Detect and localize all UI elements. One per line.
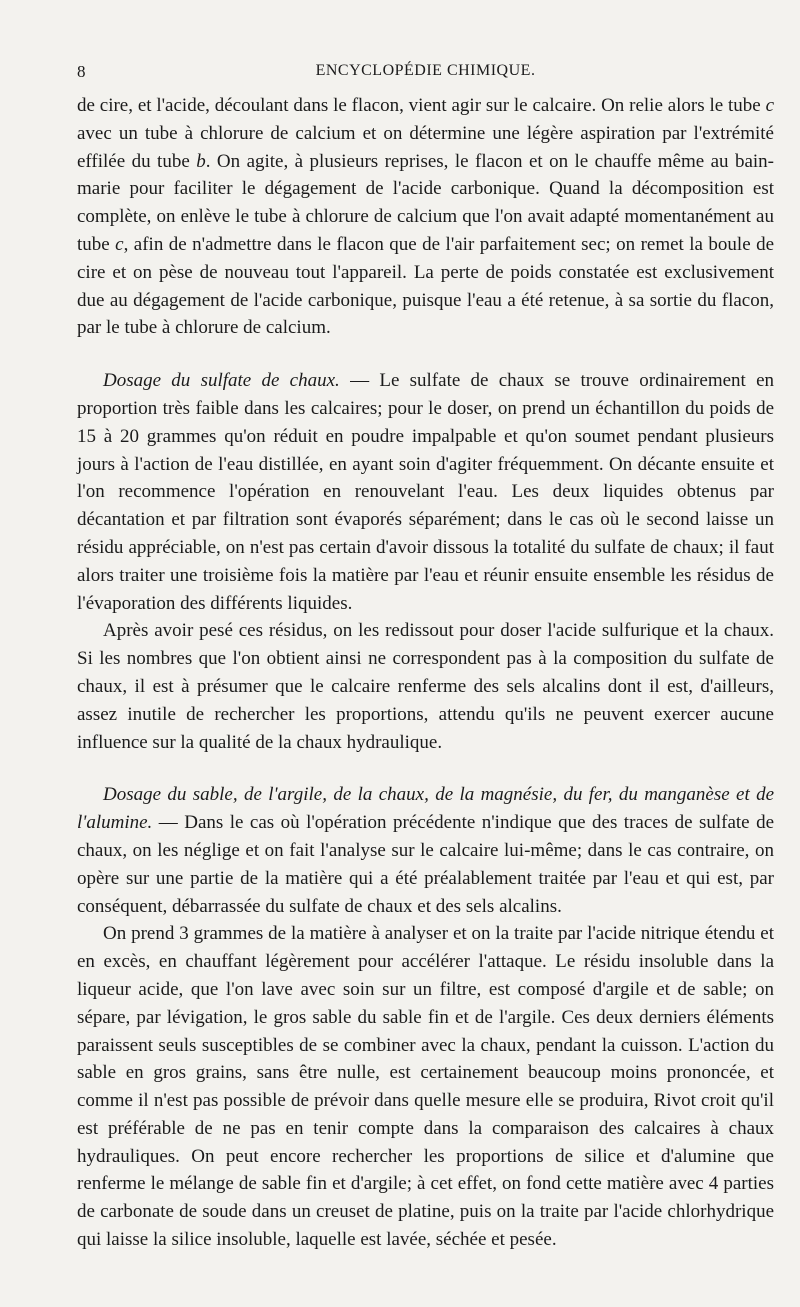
tube-c-label: c: [765, 95, 775, 116]
tube-c-label-2: c: [115, 233, 124, 255]
tube-b-label: b: [196, 150, 206, 172]
section-sable: Dosage du sable, de l'argile, de la chaux, de la magnésie, du fer, du manganèse et de l'alumine. — Dans le cas où l'opération précédente n'indique que des traces de sulfate de chaux, on les néglige et on fait l'analyse sur le calcaire lui-même; dans le cas contraire, on opère sur une partie de la matière qui a été préalablement traitée par l'eau et qui est, par conséquent, débarrassée du sulfate de chaux et des sels alcalins.: [77, 784, 775, 917]
section-heading-sable: Dosage du sable, de l'argile, de la chaux, de la magnésie, du fer, du manganèse et de l'alumine.: [77, 784, 775, 834]
paragraph-sulfate-2: Après avoir pesé ces résidus, on les redissout pour doser l'acide sulfurique et la chaux. Si les nombres que l'on obtient ainsi ne correspondent pas à la composition du sulfate de chaux, il est à présumer que le calcaire renferme des sels alcalins dont il est, d'ailleurs, assez inutile de rechercher les proportions, attendu qu'ils ne peuvent exercer aucune influence sur la qualité de la chaux hydraulique.: [77, 620, 774, 753]
page-header: [77, 52, 774, 92]
paragraph-sable-2: On prend 3 grammes de la matière à analyser et on la traite par l'acide nitrique étendu et en excès, en chauffant légèrement pour accélérer l'attaque. Le résidu insoluble dans la liqueur acide, que l'on lave avec soin sur un filtre, est composé d'argile et de sable; on sépare, par lévigation, le gros sable du sable fin et de l'argile. Ces deux derniers éléments paraissent seuls susceptibles de se combiner avec la chaux, pendant la cuisson. L'action du sable en gros grains, sans être nulle, est certainement beaucoup moins prononcée, et comme il n'est pas possible de prévoir dans quelle mesure elle se produira, Rivot croit qu'il est préférable de ne pas en tenir compte dans la comparaison des calcaires à chaux hydrauliques. On peut encore rechercher les proportions de silice et d'alumine que renferme le mélange de sable fin et d'argile; à cet effet, on fond cette matière avec 4 parties de carbonate de soude dans un creuset de platine, puis on la traite par l'acide chlorhydrique qui laisse la silice insoluble, laquelle est lavée, séchée et pesée.: [77, 923, 774, 1251]
running-head: ENCYCLOPÉDIE CHIMIQUE.: [315, 62, 536, 79]
section-heading-sulfate: Dosage du sulfate de chaux.: [103, 370, 340, 392]
page-number: 8: [77, 62, 86, 81]
section-sulfate: Dosage du sulfate de chaux. — Le sulfate de chaux se trouve ordinairement en proportion très faible dans les calcaires; pour le doser, on prend un échantillon du poids de 15 à 20 grammes qu'on réduit en poudre impalpable et qu'on soumet pendant plusieurs jours à l'action de l'eau distillée, en ayant soin d'agiter fréquemment. On décante ensuite et l'on recommence l'opération en renouvelant l'eau. Les deux liquides obtenus par décantation et par filtration sont évaporés séparément; dans le cas où le second laisse un résidu appréciable, on n'est pas certain d'avoir dissous la totalité du sulfate de chaux; il faut alors traiter une troisième fois la matière par l'eau et réunir ensuite ensemble les résidus de l'évaporation des différents liquides.: [77, 370, 775, 614]
paragraph-continuation: de cire, et l'acide, découlant dans le flacon, vient agir sur le calcaire. On relie alors le tube c avec un tube à chlorure de calcium et on détermine une légère aspiration par l'extrémité effilée du tube b. On agite, à plusieurs reprises, le flacon et on le chauffe même au bain-marie pour faciliter le dégagement de l'acide carbonique. Quand la décomposition est complète, on enlève le tube à chlorure de calcium que l'on avait adapté momentanément au tube c, afin de n'admettre dans le flacon que de l'air parfaitement sec; on remet la boule de cire et on pèse de nouveau tout l'appareil. La perte de poids constatée est exclusivement due au dégagement de l'acide carbonique, puisque l'eau a été retenue, à sa sortie du flacon, par le tube à chlorure de calcium.: [77, 95, 775, 339]
